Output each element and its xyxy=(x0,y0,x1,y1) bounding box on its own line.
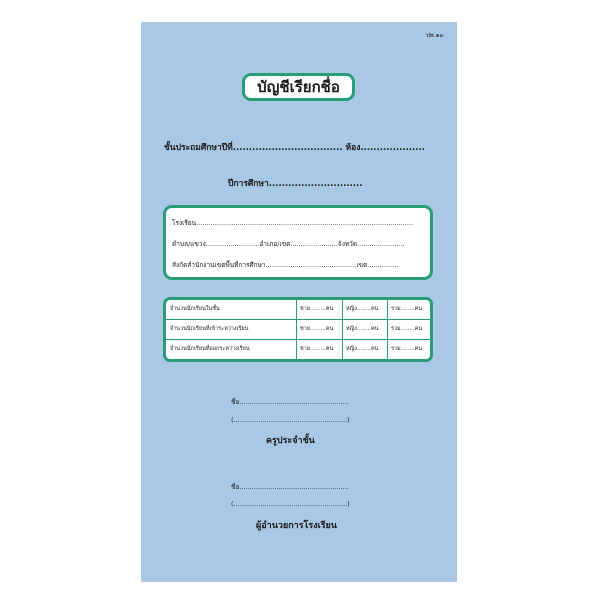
document-cover xyxy=(141,22,457,582)
table-row xyxy=(166,340,430,359)
teacher-paren-line: (.......................................................) xyxy=(231,416,350,424)
female-count: หญิง........คน xyxy=(346,326,379,332)
column-divider xyxy=(296,300,297,359)
male-count: ชาย.........คน xyxy=(300,346,334,352)
form-code: ปพ.๑๓ xyxy=(426,32,444,39)
school-info-box xyxy=(163,205,433,280)
table-row xyxy=(166,320,430,340)
teacher-role: ครูประจำชั้น xyxy=(266,436,315,446)
school-name-line: โรงเรียน......................................................................................................... xyxy=(172,219,414,227)
table-row xyxy=(166,300,430,320)
row-label: จำนวนนักเรียนในชั้น xyxy=(170,306,220,312)
female-count: หญิง........คน xyxy=(346,346,379,352)
student-count-table xyxy=(163,297,433,362)
male-count: ชาย.........คน xyxy=(300,326,334,332)
column-divider xyxy=(387,300,388,359)
female-count: หญิง........คน xyxy=(346,306,379,312)
year-line: ปีการศึกษา............................. xyxy=(228,179,363,189)
office-line: สังกัดสำนักงานเขตพื้นที่การศึกษา............................................เขต............... xyxy=(172,261,399,269)
grade-line: ชั้นประถมศึกษาปีที่.................................. ห้อง.................... xyxy=(164,143,425,153)
director-role: ผู้อำนวยการโรงเรียน xyxy=(256,521,337,531)
teacher-name-line: ชื่อ..................................................... xyxy=(231,398,349,406)
director-name-line: ชื่อ..................................................... xyxy=(231,483,349,491)
row-label: จำนวนนักเรียนที่เข้าระหว่างเรียน xyxy=(170,326,249,332)
document-title: บัญชีเรียกชื่อ xyxy=(257,78,340,96)
total-count: รวม........คน xyxy=(391,346,423,352)
total-count: รวม........คน xyxy=(391,326,423,332)
title-box xyxy=(242,73,355,101)
column-divider xyxy=(342,300,343,359)
male-count: ชาย.........คน xyxy=(300,306,334,312)
row-label: จำนวนนักเรียนที่ออกระหว่างเรียน xyxy=(170,346,250,352)
total-count: รวม........คน xyxy=(391,306,423,312)
address-line: ตำบล/แขวง..........................อำเภอ/เขต.......................จังหวัด....................... xyxy=(172,240,405,248)
director-paren-line: (.......................................................) xyxy=(231,500,350,508)
